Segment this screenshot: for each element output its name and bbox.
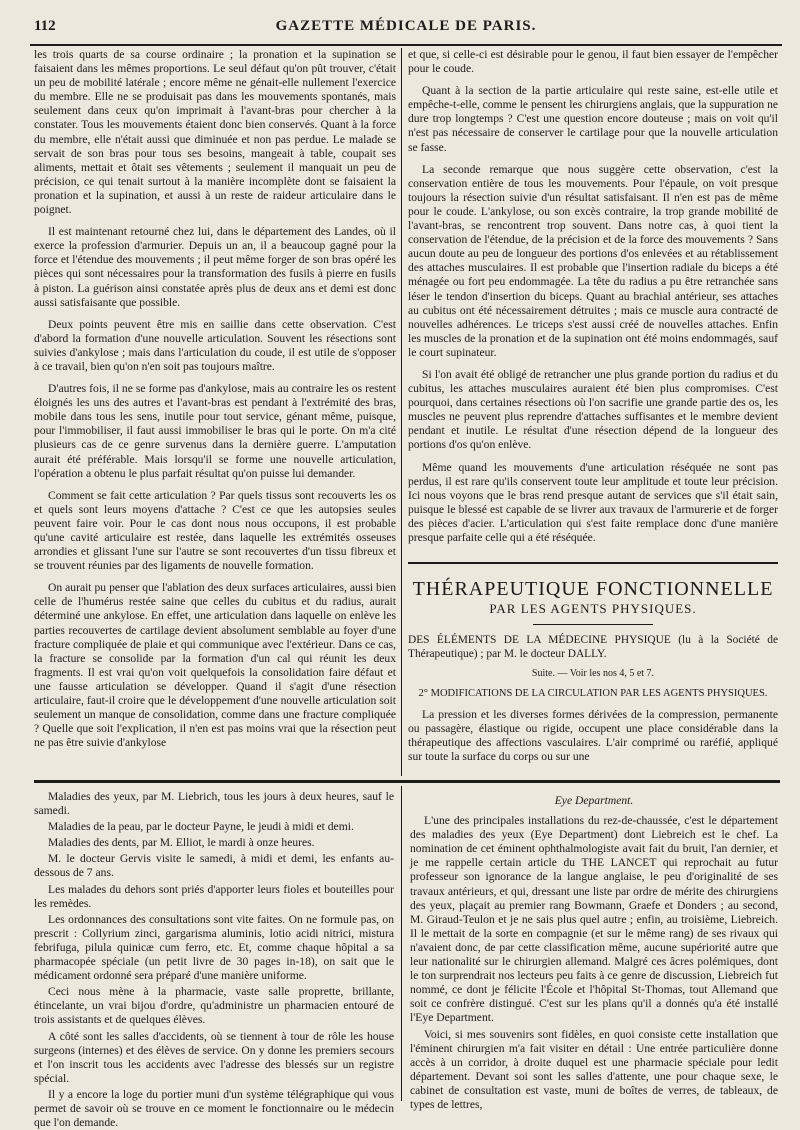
column-divider	[401, 786, 402, 1101]
paragraph: Maladies des dents, par M. Elliot, le mardi à onze heures.	[48, 836, 315, 850]
page-number: 112	[34, 18, 56, 34]
paragraph: On aurait pu penser que l'ablation des deux surfaces articulaires, aussi bien celle de l'humérus restée saine que celles du cubitus et du radius, aurait déterminé une ankylose. En effet, une articulation dans laquelle on enlève les parties recouvertes de cartilage devient absolument semblable au foyer d'une fracture compliquée de plaie et qui communique avec l'extérieur. Dans ce cas, la fracture se consolide par la formation d'un cal qui réunit les deux fragments. Il est vrai qu'on voit quelquefois la consolidation faire défaut et une fausse articulation se développer. Quand il s'agit d'une résection articulaire, faut-il croire que le développement d'une nouvelle articulation soit seulement un manque de consolidation, comme dans une fracture compliquée ? Quelle que soit l'explication, il n'en est pas moins vrai que la résection peut ne pas être suivie d'ankylose	[34, 581, 396, 750]
paragraph: Les malades du dehors sont priés d'apporter leurs fioles et bouteilles pour les remèdes.	[34, 882, 394, 910]
paragraph: Quant à la section de la partie articulaire qui reste saine, est-elle utile et empêche-t-elle, comme le pensent les chirurgiens anglais, que la suppuration ne dure trop longtemps ? C'est une question encore douteuse ; mais on voit qu'il n'est pas nécessaire de conserver le cartilage pour que la nouvelle articulation se fasse.	[408, 84, 779, 154]
paragraph: Voici, si mes souvenirs sont fidèles, en quoi consiste cette installation que l'éminent chirurgien m'a fait visiter en détail : Une entrée particulière donne accès à un corridor, à droite duquel est une pharmacie spéciale pour ledit département. Devant soi sont les salles d'attente, une pour chaque sexe, le cabinet de consultation est vaste, muni de boîtes de verres, de tableaux, de types de lettres,	[410, 1027, 778, 1111]
paragraph: Maladies de la peau, par le docteur Payne, le jeudi à midi et demi.	[48, 820, 354, 834]
paragraph: les trois quarts de sa course ordinaire ; la pronation et la supination se faisaient dans les mêmes proportions. Le seul défaut qu'on pût trouver, c'était un peu de mobilité latérale ; encore même ne génait-elle nullement l'exercice du membre. Elle ne se produisait pas dans les mouvements spontanés, mais seulement dans ceux qu'on imprimait à l'avant-bras pour chercher à la constater. Tous les mouvements étaient donc bien conservés. Quant à la force du membre, elle n'était aussi que diminuée et non pas perdue. Le malade se servait de son bras pour tous ses besoins, mangeait à table, coupait ses aliments, mettait et ôtait ses vêtements ; seulement il manquait un peu de précision, ce qui tenait surtout à la manière incomplète dont se faisaient la pronation et la supination, et aussi à un reste de raideur articulaire dans le poignet.	[34, 48, 396, 217]
page-header	[30, 10, 782, 46]
section-heading: Eye Department.	[554, 794, 634, 807]
paragraph: M. le docteur Gervis visite le samedi, à midi et demi, les enfants au-dessous de 7 ans.	[34, 852, 394, 880]
section-heading: 2° MODIFICATIONS DE LA CIRCULATION PAR LES AGENTS PHYSIQUES.	[418, 688, 768, 700]
paragraph: et que, si celle-ci est désirable pour le genou, il faut bien essayer de l'empêcher pour le coude.	[408, 48, 778, 76]
bottom-left-column	[34, 790, 394, 1130]
paragraph: La pression et les diverses formes dérivées de la compression, permanente ou passagère, élastique ou rigide, occupent une place considérable dans la thérapeutique des affections vasculaires. L'air comprimé ou raréfié, appliqué sur toute la surface du corps ou sur une	[408, 707, 778, 763]
article-title: THÉRAPEUTIQUE FONCTIONNELLE	[412, 578, 774, 600]
paragraph: Il y a encore la loge du portier muni d'un système télégraphique qui vous permet de savoir où se trouve en ce moment le fonctionnaire ou le médecin que l'on demande.	[34, 1087, 394, 1130]
paragraph: A côté sont les salles d'accidents, où se tiennent à tour de rôle les house surgeons (internes) et des élèves de service. On y donne les premiers secours et l'on inscrit tous les accidents avec l'adresse des blessés sur un registre spécial.	[34, 1029, 394, 1085]
paragraph: L'une des principales installations du rez-de-chaussée, c'est le département des maladies des yeux (Eye Department) dont Liebreich est le chef. La nomination de cet éminent ophthalmologiste avait fait du bruit, l'an dernier, et je me rappelle certain article du THE LANCET qui reprochait au futur professeur son ignorance de la langue anglaise, le peu d'originalité de ses travaux antérieurs, et qui, dressant une liste par ordre de mérite des chirurgiens des yeux, plaçait au premier rang Bowmann, Graefe et Donders ; au second, M. Giraud-Teulon et je ne sais plus quel autre ; enfin, au troisième, Liebreich. Il le mettait de la sorte en compagnie (et sur le même rang) de ses rivaux qui n'avaient donc, de par cette classification même, aucune supériorité autre que leur nationalité sur le chirurgien allemand. Malgré ces âcres polémiques, dont le ton surprendrait nos lecteurs peu faits à ce genre de discussion, Liebreich fut nommé, ce dont je félicite l'École et l'hôpital St-Thomas, tout Allemand que soit ce confrère distingué. C'est sur les plans qu'il a donnés qu'a été installé l'Eye Department.	[410, 814, 778, 1025]
right-column	[408, 48, 778, 552]
paragraph: Il est maintenant retourné chez lui, dans le département des Landes, où il exerce la profession d'armurier. Depuis un an, il a beaucoup gagné pour la force et l'étendue des mouvements ; il peut même forger de son bras opéré les pièces qui sont nécessaires pour la transformation des fusils à pierre en fusils à piston. La guérison ainsi constatée après plus de deux ans et demi est donc aussi satisfaisante que possible.	[34, 225, 396, 309]
article-description: DES ÉLÉMENTS DE LA MÉDECINE PHYSIQUE (lu à la Société de Thérapeutique) ; par M. le docteur DALLY.	[408, 634, 778, 661]
paragraph: D'autres fois, il ne se forme pas d'ankylose, mais au contraire les os restent éloignés les uns des autres et l'avant-bras est pendant à l'extrémité des bras, mobile dans tous les sens, inutile pour tout service, génant même, puisque, pour l'immobiliser, il faut aussi immobiliser le bras qui le porte. On m'a cité plusieurs cas de ce genre survenus dans la dernière guerre. L'amputation aurait été préférable. Mais lorsqu'il se forme une nouvelle articulation, l'opération a obtenu le plus parfait résultat qu'on puisse lui demander.	[34, 382, 396, 480]
column-divider	[401, 48, 402, 776]
title-rule	[533, 624, 653, 625]
paragraph: Les ordonnances des consultations sont vite faites. On ne formule pas, on prescrit : Collyrium zinci, gargarisma aluminis, lotio acidi nitrici, mistura febrifuga, pilula quinicæ cum ferro, etc. Et, comme chaque hôpital a sa pharmacopée spéciale (un petit livre de 30 pages in-18), on sait que le médicament ordonné sera préparé d'une manière uniforme.	[34, 912, 394, 983]
paragraph: Ceci nous mène à la pharmacie, vaste salle proprette, brillante, étincelante, un vrai bijou d'ordre, qu'administre un pharmacien entouré de trois assistants et de quelques élèves.	[34, 985, 394, 1027]
therapy-article	[408, 576, 778, 776]
paragraph: Si l'on avait été obligé de retrancher une plus grande portion du radius et du cubitus, les attaches musculaires auraient été bien plus compromises. C'est pourquoi, dans certaines résections où l'on sacrifie une grande partie des os, les muscles ne peuvent plus reprendre d'attaches suffisantes et le membre devient pendant et inutile. Le résultat d'une résection dépend de la longueur des portions d'os qu'on enlève.	[408, 367, 778, 452]
paragraph: Deux points peuvent être mis en saillie dans cette observation. C'est d'abord la formation d'une nouvelle articulation. Souvent les résections sont suivies d'ankylose ; mais dans l'articulation du coude, il est utile de s'opposer à ce travail, bien qu'on n'en soit pas toujours maître.	[34, 317, 396, 373]
bottom-right-column	[410, 790, 778, 1111]
paragraph: Maladies des yeux, par M. Liebrich, tous les jours à deux heures, sauf le samedi.	[34, 790, 394, 818]
article-suite-note: Suite. — Voir les nos 4, 5 et 7.	[531, 668, 655, 680]
paragraph: Comment se fait cette articulation ? Par quels tissus sont recouverts les os et quels sont leurs moyens d'attache ? C'est ce que les autopsies seules peuvent faire voir. Pour le cas dont nous nous occupons, il est probable qu'une cavité articulaire est restée, dans laquelle les extrémités osseuses arrondies et glissant l'une sur l'autre se sont recouvertes d'un tissu fibreux et se trouvent réunies par des ligaments de nouvelle formation.	[34, 488, 396, 573]
journal-title: GAZETTE MÉDICALE DE PARIS.	[275, 18, 537, 34]
page-divider	[34, 780, 780, 783]
section-divider	[408, 562, 778, 564]
paragraph: La seconde remarque que nous suggère cette observation, c'est la conservation entière de tous les mouvements. Pour l'épaule, on voit presque toujours la résection suivie d'un résultat satisfaisant. Il n'en est pas de même pour le coude. L'ankylose, ou son excès contraire, la trop grande mobilité de l'avant-bras, se rencontrent trop souvent. Dans notre cas, à quoi tient la conservation de l'étendue, de la précision et de la force des mouvements ? Sans aucun doute au peu de longueur des portions d'os enlevées et au rétablissement des attaches musculaires. Il est probable que l'insertion radiale du biceps a été ménagée ou fort peu endommagée. La tête du radius a pu être retranchée sans léser le tendon d'insertion du biceps. Quant au brachial antérieur, ses attaches au cubitus ont été nécessairement détruites ; mais ce muscle aura contracté de nouvelles adhérences. Le triceps s'est aussi créé de nouvelles attaches. Enfin les muscles de la pronation et de la supination ont été moins endommagés, sauf le court supinateur.	[408, 162, 778, 359]
paragraph: Même quand les mouvements d'une articulation réséquée ne sont pas perdus, il est rare qu'ils conservent toute leur amplitude et toute leur précision. Ici nous voyons que le bras rend presque autant de services que s'il était sain, puisque le blessé est capable de se livrer aux travaux de l'armurerie et de forger des pièces d'acier. L'articulation qui s'est faite remplace donc d'une manière presque parfaite celle qui a été réséquée.	[408, 460, 778, 544]
left-column	[34, 48, 396, 776]
article-subtitle: PAR LES AGENTS PHYSIQUES.	[489, 601, 697, 617]
